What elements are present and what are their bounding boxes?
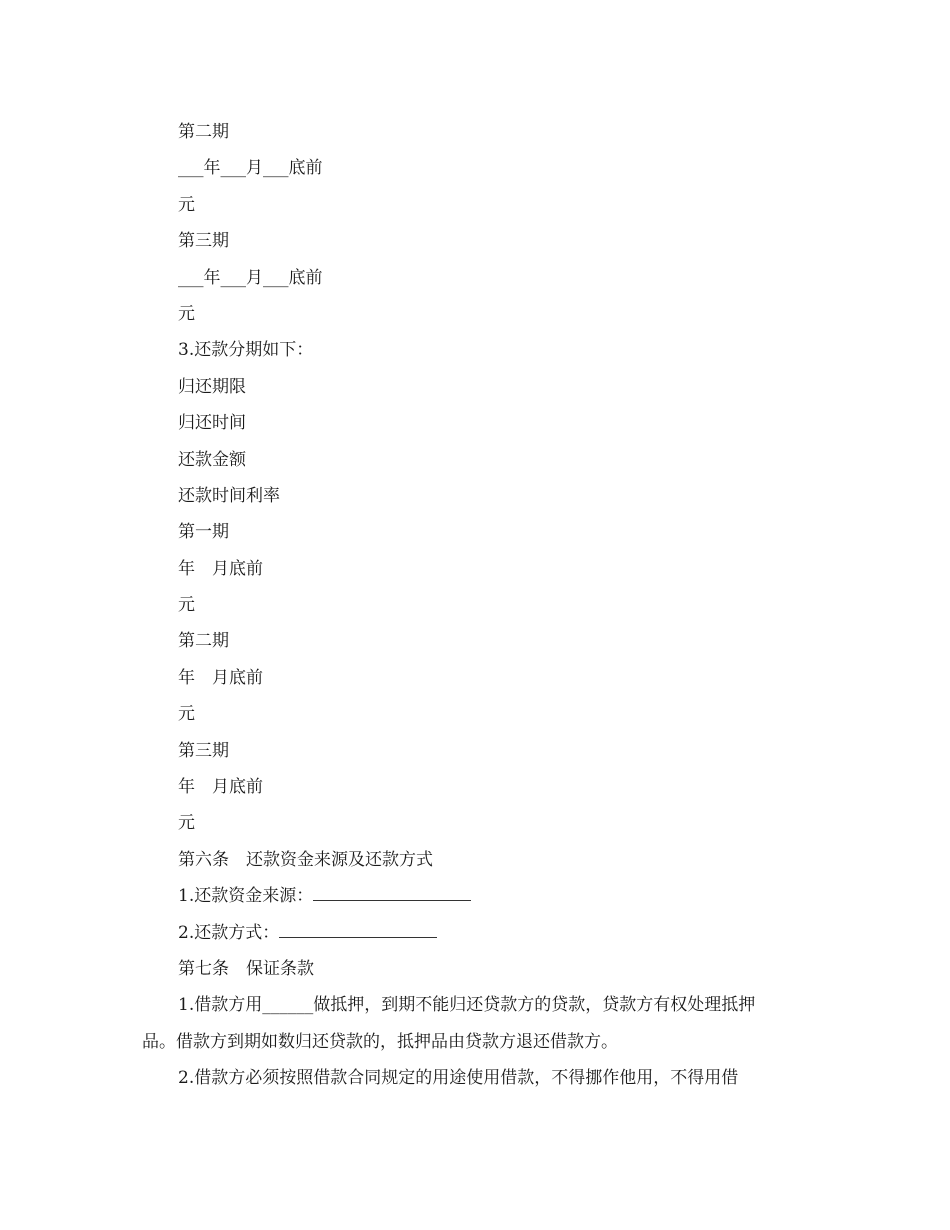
amount-unit: 元 — [178, 303, 195, 324]
due-date-line: 年 月底前 — [178, 558, 263, 579]
period-label: 第三期 — [178, 231, 229, 252]
period-label: 第二期 — [178, 631, 229, 652]
repayment-source-blank — [313, 886, 471, 901]
due-date-line: 年 月底前 — [178, 667, 263, 688]
collateral-clause: 1.借款方用______做抵押，到期不能归还贷款方的贷款，贷款方有权处理抵押品。借款方到期如数归还贷款的，抵押品由贷款方退还借款方。 — [142, 995, 756, 1052]
due-date-line: 年 月底前 — [178, 777, 263, 798]
table-header-amount: 还款金额 — [178, 449, 246, 470]
table-header-term: 归还期限 — [178, 376, 246, 397]
repayment-method-line — [178, 915, 798, 951]
installment-heading: 3.还款分期如下： — [178, 340, 314, 361]
due-date-line: ___年___月___底前 — [178, 158, 323, 179]
amount-unit: 元 — [178, 813, 195, 834]
repayment-source-label: 1.还款资金来源： — [178, 886, 314, 907]
period-label: 第二期 — [178, 122, 229, 142]
amount-unit: 元 — [178, 595, 195, 616]
article-7-title: 第七条 保证条款 — [178, 958, 314, 979]
period-label: 第三期 — [178, 740, 229, 761]
table-header-rate: 还款时间利率 — [178, 485, 280, 506]
amount-unit: 元 — [178, 194, 195, 215]
period-label: 第一期 — [178, 522, 229, 543]
repayment-method-label: 2.还款方式： — [178, 922, 280, 943]
repayment-method-blank — [279, 923, 437, 938]
amount-unit: 元 — [178, 704, 195, 725]
table-header-time: 归还时间 — [178, 413, 246, 434]
repayment-source-line — [178, 878, 798, 914]
document-body — [142, 114, 798, 1097]
loan-use-clause: 2.借款方必须按照借款合同规定的用途使用借款，不得挪作他用，不得用借 — [178, 1068, 739, 1089]
due-date-line: ___年___月___底前 — [178, 267, 323, 288]
article-6-title: 第六条 还款资金来源及还款方式 — [178, 849, 433, 870]
